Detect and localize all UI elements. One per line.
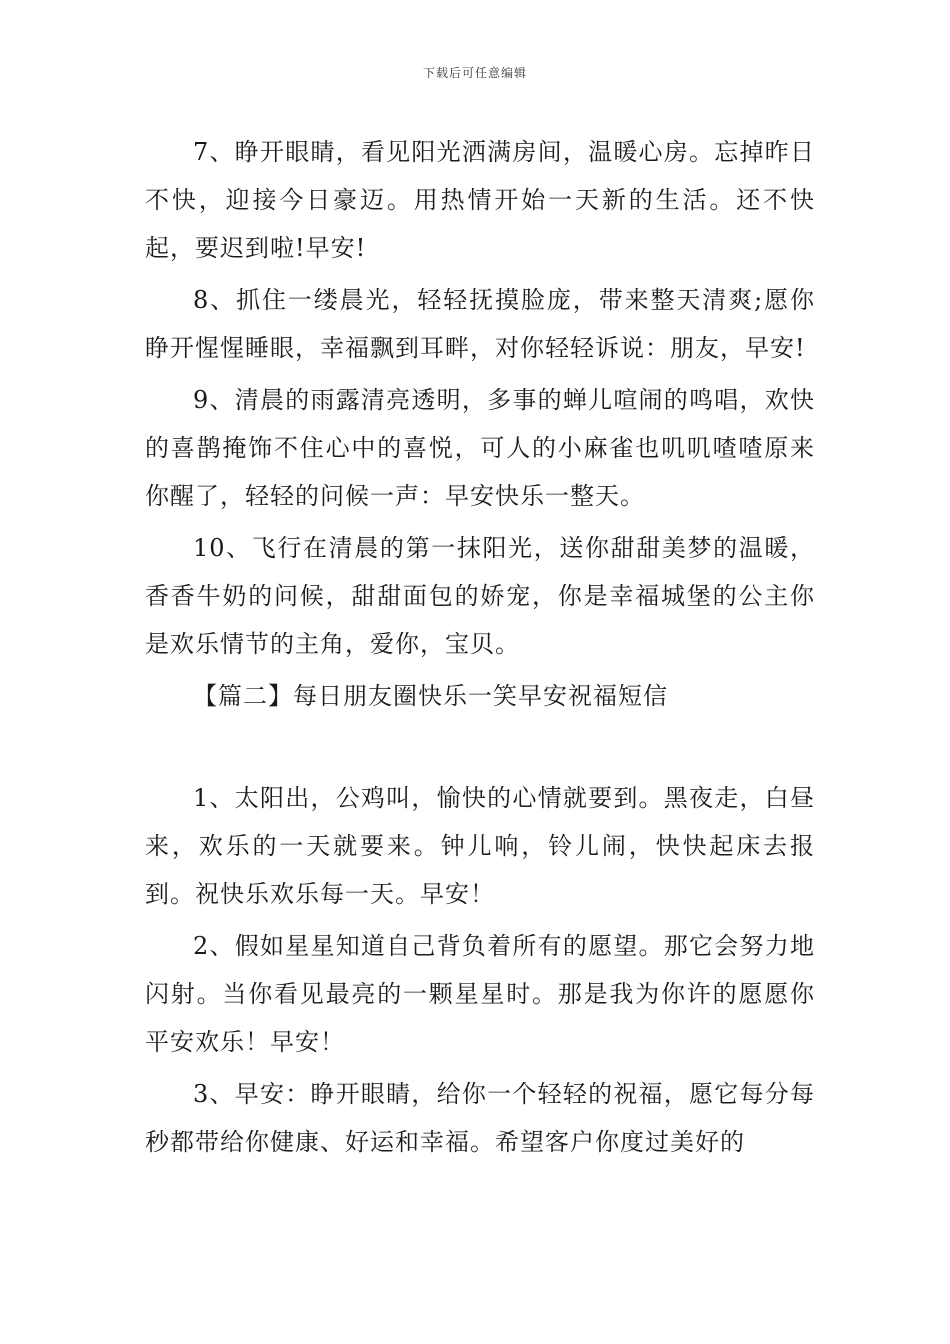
paragraph-10: 10、飞行在清晨的第一抹阳光，送你甜甜美梦的温暖，香香牛奶的问候，甜甜面包的娇宠，你是幸福城堡的公主你是欢乐情节的主角，爱你，宝贝。 [145,534,815,658]
paragraph-7: 7、睁开眼睛，看见阳光洒满房间，温暖心房。忘掉昨日不快，迎接今日豪迈。用热情开始一天新的生活。还不快起，要迟到啦!早安! [145,138,815,262]
paragraph-s2-3: 3、早安：睁开眼睛，给你一个轻轻的祝福，愿它每分每秒都带给你健康、好运和幸福。希望客户你度过美好的 [145,1080,815,1156]
paragraph-s2-2: 2、假如星星知道自己背负着所有的愿望。那它会努力地闪射。当你看见最亮的一颗星星时。那是我为你许的愿愿你平安欢乐！早安！ [145,932,815,1056]
document-body [145,128,815,1170]
paragraph-s2-1: 1、太阳出，公鸡叫，愉快的心情就要到。黑夜走，白昼来，欢乐的一天就要来。钟儿响，铃儿闹，快快起床去报到。祝快乐欢乐每一天。早安！ [145,784,815,908]
paragraph-9: 9、清晨的雨露清亮透明，多事的蝉儿喧闹的鸣唱，欢快的喜鹊掩饰不住心中的喜悦，可人的小麻雀也叽叽喳喳原来你醒了，轻轻的问候一声：早安快乐一整天。 [145,386,815,510]
paragraph-8: 8、抓住一缕晨光，轻轻抚摸脸庞，带来整天清爽;愿你睁开惺惺睡眼，幸福飘到耳畔，对你轻轻诉说：朋友，早安! [145,286,815,362]
page-header: 下载后可任意编辑 [422,66,527,80]
section-title: 【篇二】每日朋友圈快乐一笑早安祝福短信 [193,682,668,710]
